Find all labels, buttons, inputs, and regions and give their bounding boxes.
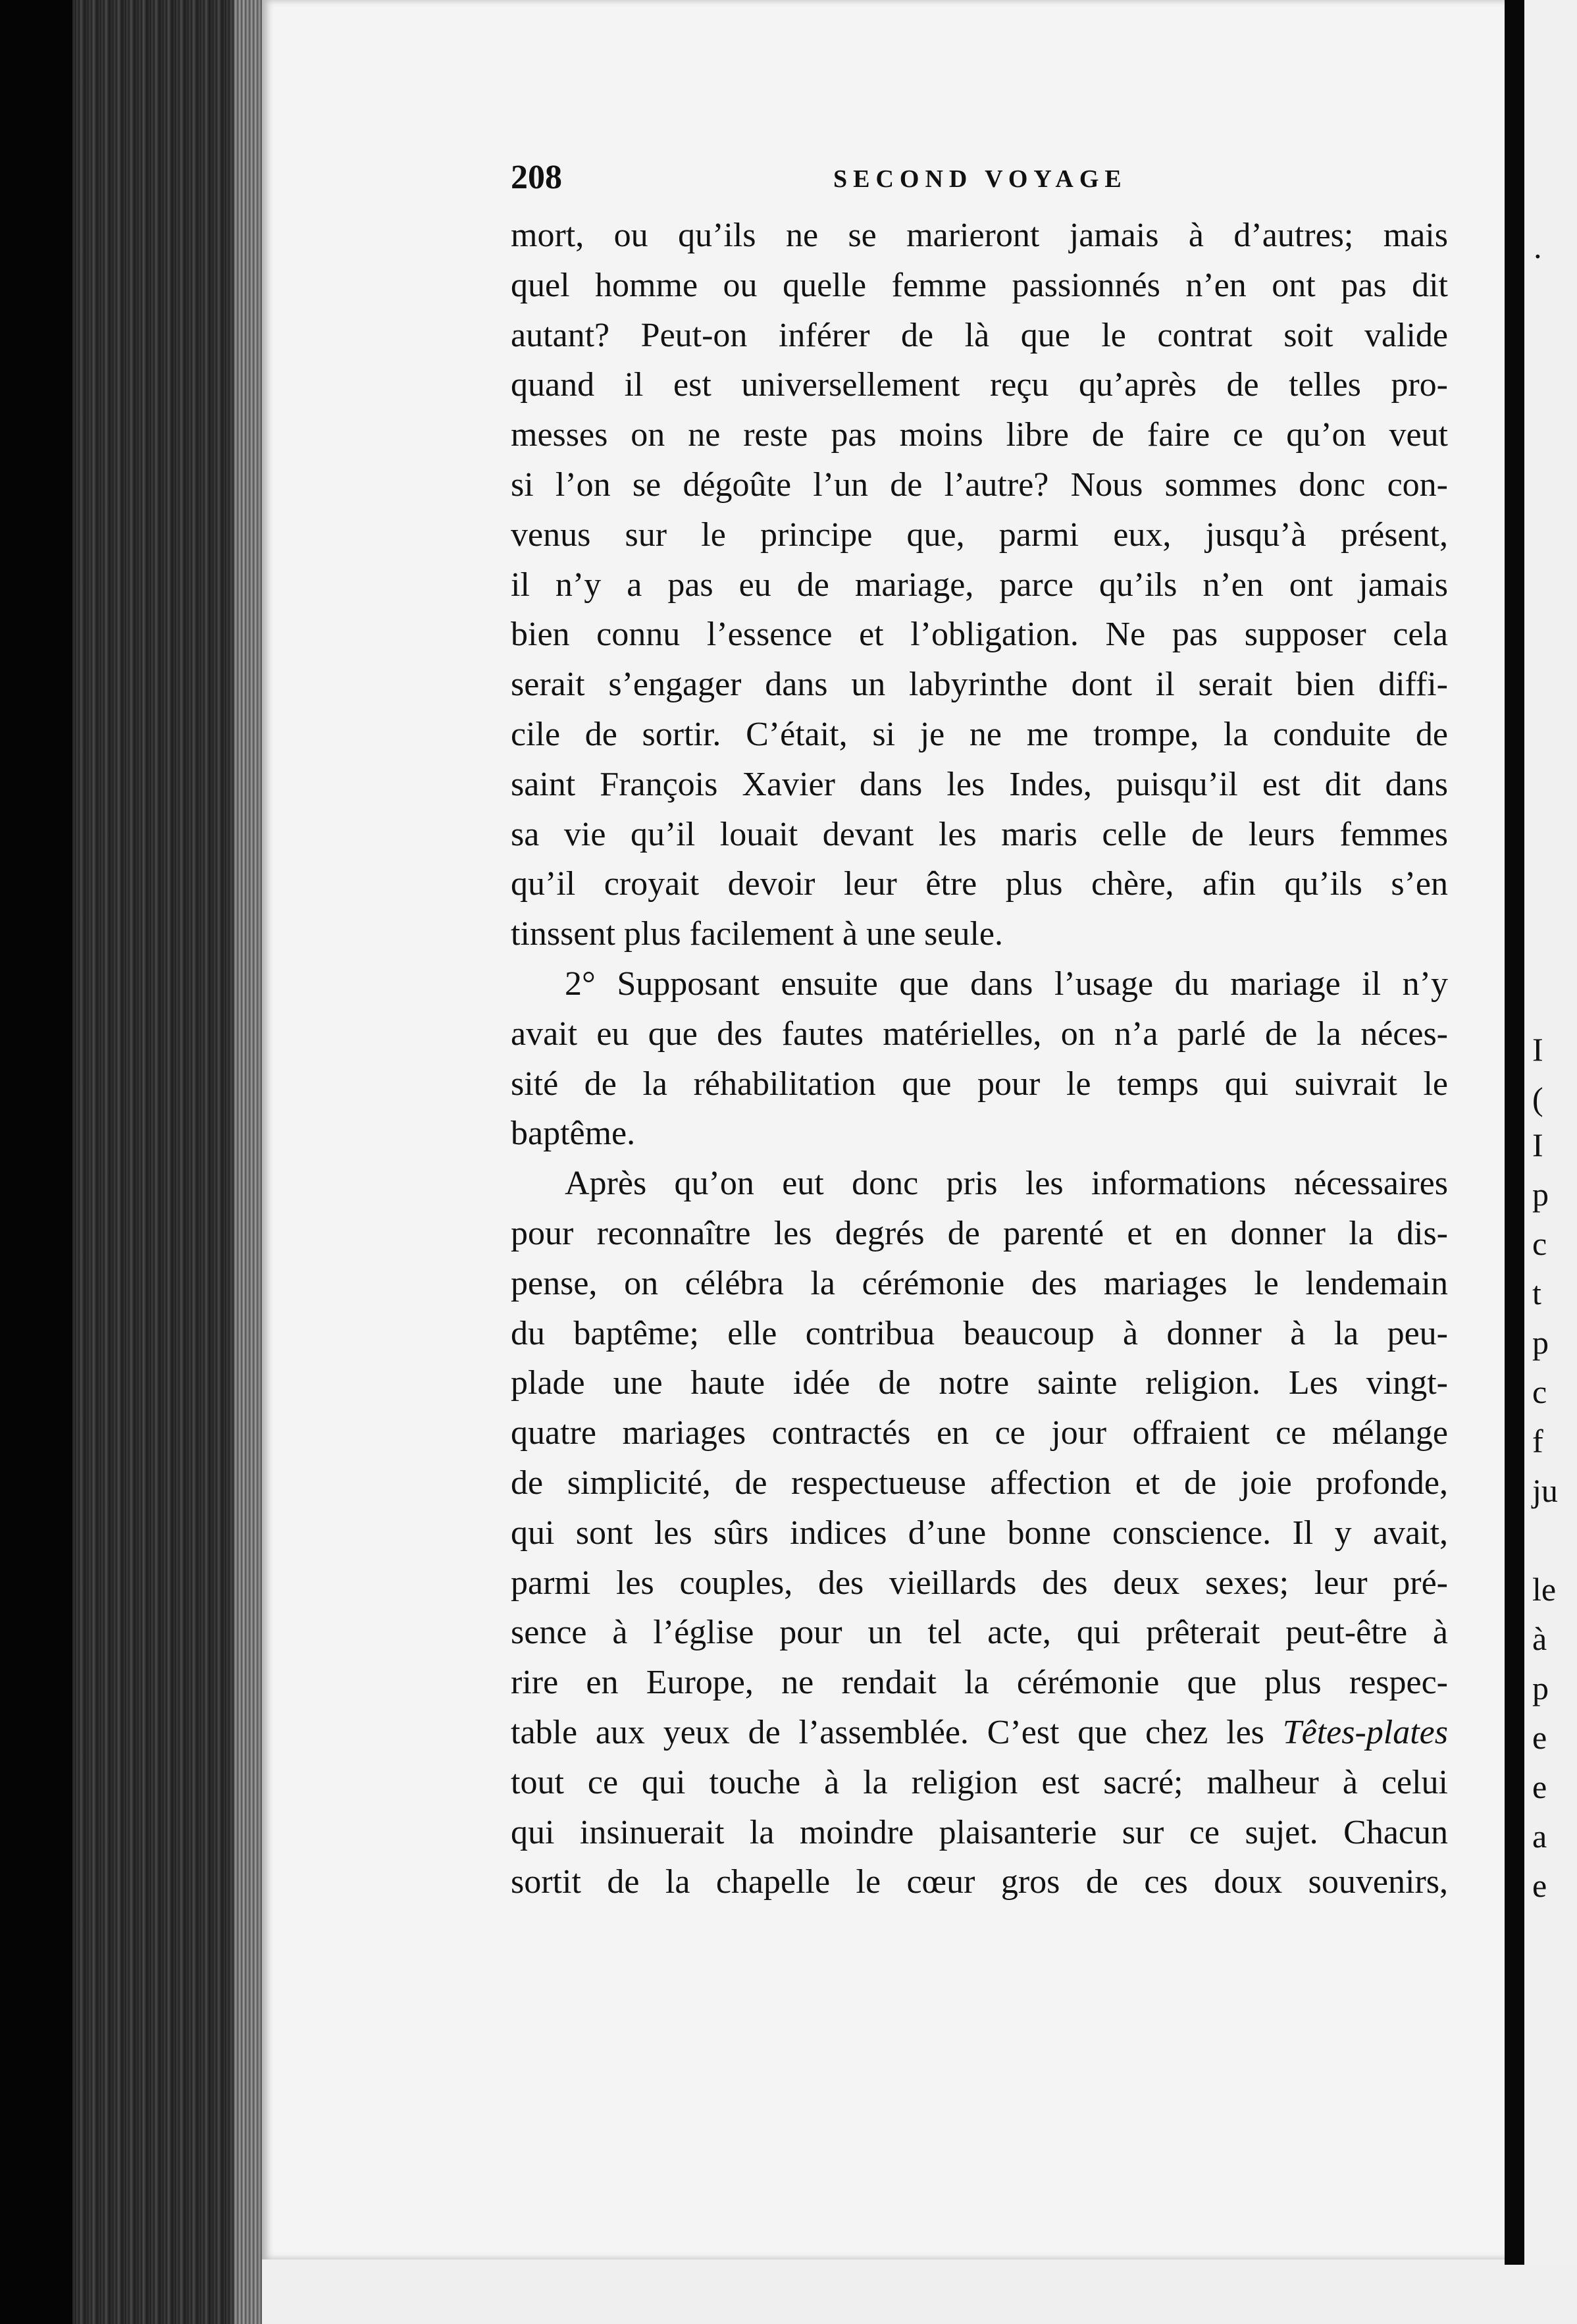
running-head: SECOND VOYAGE <box>833 165 1127 193</box>
text-line: messes on ne reste pas moins libre de faire ce qu’on veut <box>511 416 1448 454</box>
text-line: qui sont les sûrs indices d’une bonne conscience. Il y avait, <box>511 1514 1448 1552</box>
adjacent-page-fragment: e <box>1532 1867 1547 1904</box>
adjacent-page-fragment: ju <box>1532 1472 1558 1509</box>
text-line: plade une haute idée de notre sainte religion. Les vingt- <box>511 1364 1448 1402</box>
adjacent-page-fragment: t <box>1532 1275 1541 1311</box>
adjacent-page-fragment: p <box>1532 1324 1549 1361</box>
text-line <box>511 1708 1448 1758</box>
adjacent-page-fragment: f <box>1532 1423 1543 1460</box>
text-line: bien connu l’essence et l’obligation. Ne pas supposer cela <box>511 616 1448 654</box>
adjacent-page-fragment: p <box>1532 1670 1549 1706</box>
text-line: tinssent plus facilement à une seule. <box>511 915 1004 953</box>
adjacent-page-fragment: I <box>1532 1126 1543 1163</box>
text-line: parmi les couples, des vieillards des deux sexes; leur pré- <box>511 1564 1448 1602</box>
text-line: venus sur le principe que, parmi eux, jusqu’à présent, <box>511 515 1448 554</box>
text-line: sence à l’église pour un tel acte, qui prêterait peut-être à <box>511 1614 1448 1652</box>
text-line: il n’y a pas eu de mariage, parce qu’ils n’en ont jamais <box>511 566 1448 604</box>
text-line: de simplicité, de respectueuse affection et de joie profonde, <box>511 1464 1448 1502</box>
text-line: pour reconnaître les degrés de parenté et en donner la dis- <box>511 1214 1448 1252</box>
text-line: qui insinuerait la moindre plaisanterie sur ce sujet. Chacun <box>511 1813 1448 1851</box>
text-line: si l’on se dégoûte l’un de l’autre? Nous sommes donc con- <box>511 465 1448 504</box>
book-gutter <box>1505 0 1524 2265</box>
text-line: saint François Xavier dans les Indes, puisqu’il est dit dans <box>511 765 1448 803</box>
adjacent-page-fragment: a <box>1532 1818 1547 1855</box>
text-line: sa vie qu’il louait devant les maris celle de leurs femmes <box>511 815 1448 853</box>
page-header <box>511 158 1445 211</box>
italic-term: Têtes-plates <box>1282 1713 1448 1751</box>
adjacent-page-fragment: ( <box>1532 1080 1543 1117</box>
body-text <box>511 211 1448 1907</box>
text-line: baptême. <box>511 1115 636 1153</box>
scan-border <box>0 0 72 2324</box>
adjacent-page-fragment: e <box>1532 1719 1547 1756</box>
text-line: quel homme ou quelle femme passionnés n’en ont pas dit <box>511 266 1448 304</box>
text-line: qu’il croyait devoir leur être plus chère, afin qu’ils s’en <box>511 865 1448 903</box>
adjacent-page-fragment: c <box>1532 1225 1547 1262</box>
text-line: Après qu’on eut donc pris les informations nécessaires <box>565 1165 1448 1203</box>
text-line: 2° Supposant ensuite que dans l’usage du mariage il n’y <box>565 964 1448 1003</box>
page-bottom-margin <box>262 2259 1577 2324</box>
adjacent-page-fragment: e <box>1532 1768 1547 1805</box>
adjacent-page-fragment: c <box>1532 1373 1547 1410</box>
text-segment: table aux yeux de l’assemblée. C’est que chez les <box>511 1713 1283 1751</box>
text-line: mort, ou qu’ils ne se marieront jamais à d’autres; mais <box>511 217 1448 254</box>
page-stack-edge <box>234 0 263 2324</box>
text-line: cile de sortir. C’était, si je ne me trompe, la conduite de <box>511 715 1448 753</box>
text-line: avait eu que des fautes matérielles, on n’a parlé de la néces- <box>511 1015 1448 1053</box>
adjacent-page-fragment: I <box>1532 1031 1543 1068</box>
text-line: serait s’engager dans un labyrinthe dont il serait bien diffi- <box>511 666 1448 704</box>
text-line: pense, on célébra la cérémonie des mariages le lendemain <box>511 1264 1448 1302</box>
text-line: rire en Europe, ne rendait la cérémonie que plus respec- <box>511 1664 1448 1702</box>
text-line: tout ce qui touche à la religion est sacré; malheur à celui <box>511 1763 1448 1801</box>
text-line: du baptême; elle contribua beaucoup à donner à la peu- <box>511 1314 1448 1352</box>
page-number: 208 <box>511 159 562 196</box>
adjacent-page-fragment: à <box>1532 1620 1547 1657</box>
adjacent-page-fragment: le <box>1532 1571 1557 1608</box>
text-line: autant? Peut-on inférer de là que le contrat soit valide <box>511 316 1448 354</box>
text-line: sité de la réhabilitation que pour le temps qui suivrait le <box>511 1065 1448 1103</box>
adjacent-page <box>1524 0 1577 2265</box>
text-line: sortit de la chapelle le cœur gros de ces doux souvenirs, <box>511 1863 1448 1901</box>
adjacent-page-fragment: · <box>1532 238 1543 275</box>
adjacent-page-fragment: p <box>1532 1176 1549 1213</box>
text-line: quand il est universellement reçu qu’après de telles pro- <box>511 366 1448 404</box>
text-line: quatre mariages contractés en ce jour offraient ce mélange <box>511 1414 1448 1452</box>
